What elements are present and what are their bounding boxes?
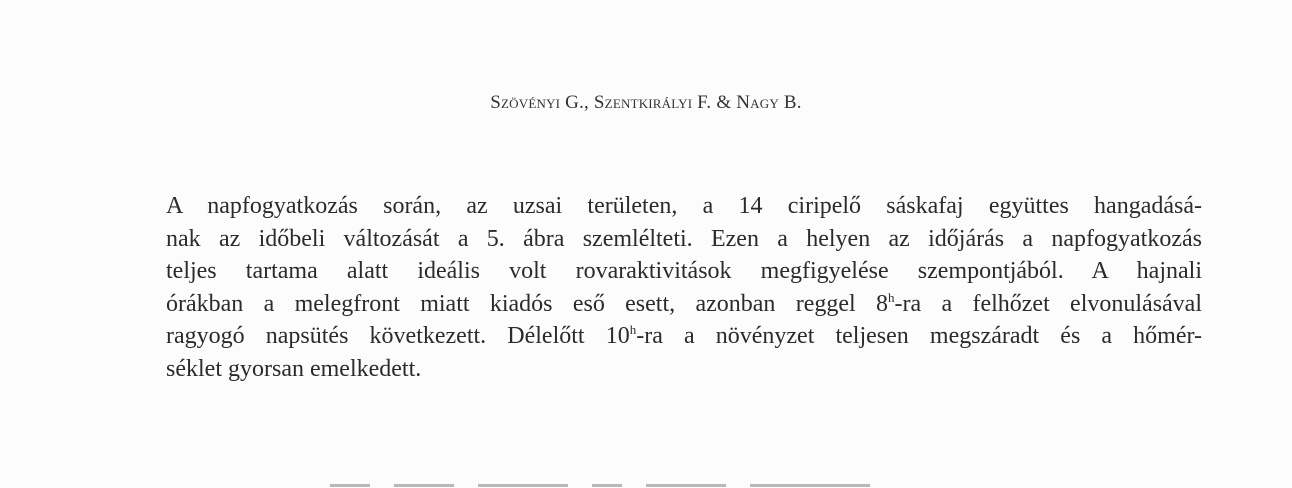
body-paragraph bbox=[166, 190, 1202, 385]
paragraph-line bbox=[166, 288, 1202, 321]
text-fragment bbox=[592, 484, 622, 487]
paragraph-line: nak az időbeli változását a 5. ábra szemlélteti. Ezen a helyen az időjárás a napfogyatkozás bbox=[166, 225, 1202, 252]
running-head-authors: Szövényi G., Szentkirályi F. & Nagy B. bbox=[490, 92, 802, 113]
paragraph-text: -ra a növényzet teljesen megszáradt és a hőmér- bbox=[636, 323, 1202, 349]
cropped-next-line bbox=[330, 474, 950, 488]
paragraph-text: órákban a melegfront miatt kiadós eső esett, azonban reggel 8 bbox=[166, 290, 889, 317]
text-fragment bbox=[478, 484, 568, 487]
paragraph-line: A napfogyatkozás során, az uzsai területen, a 14 ciripelő sáskafaj együttes hangadásá- bbox=[166, 193, 1202, 219]
paragraph-line: séklet gyorsan emelkedett. bbox=[166, 355, 422, 382]
running-head bbox=[0, 92, 1292, 114]
paragraph-text: ragyogó napsütés következett. Délelőtt 10 bbox=[166, 323, 630, 349]
text-fragment bbox=[330, 484, 370, 487]
superscript-hour: h bbox=[888, 289, 895, 305]
superscript-hour: h bbox=[629, 322, 637, 337]
text-fragment bbox=[394, 484, 454, 487]
text-fragment bbox=[750, 484, 870, 487]
text-fragment bbox=[646, 484, 726, 487]
paragraph-line: teljes tartama alatt ideális volt rovaraktivitások megfigyelése szempontjából. A hajnali bbox=[166, 258, 1202, 284]
paragraph-line bbox=[166, 320, 1202, 353]
paragraph-text: -ra a felhőzet elvonulásával bbox=[894, 290, 1203, 317]
